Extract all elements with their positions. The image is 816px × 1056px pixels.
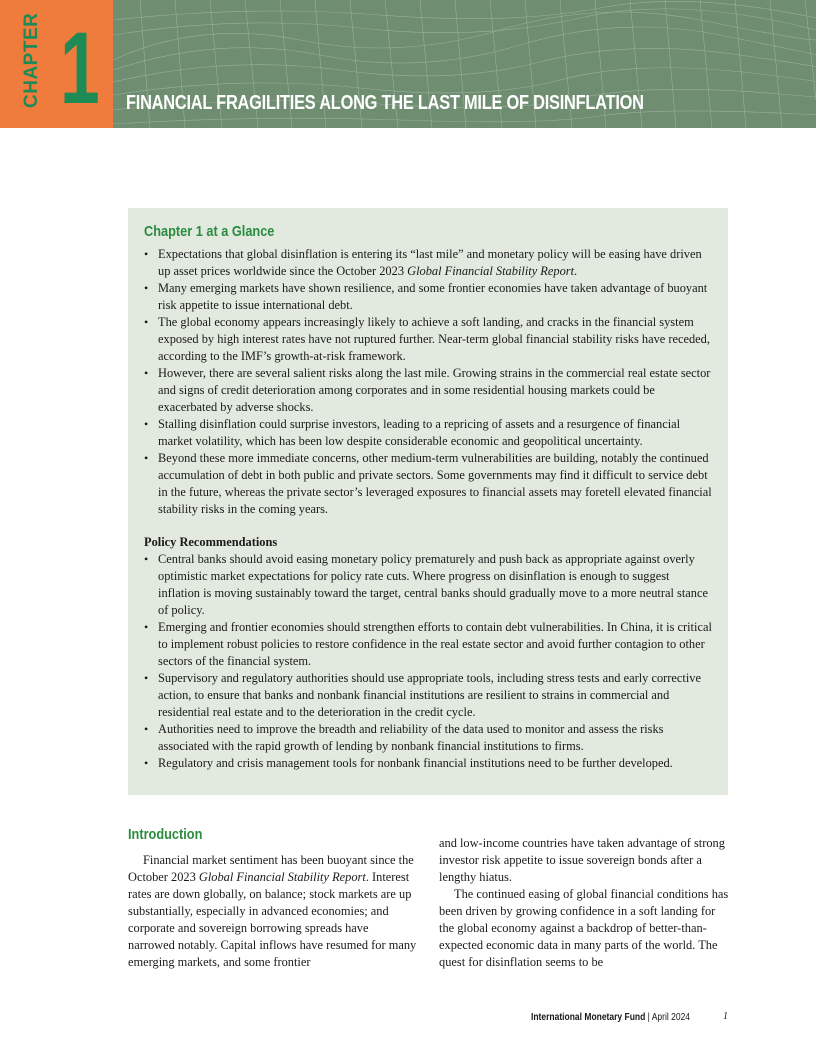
page-number: 1 [723, 1011, 728, 1022]
policy-bullet: • Authorities need to improve the breadth and reliability of the data used to monitor and assess the risks associated with the rapid growth of lending by nonbank financial institutions to firms. [144, 721, 712, 755]
glance-bullet: • Stalling disinflation could surprise investors, leading to a repricing of assets and a resurgence of financial market volatility, which has been low despite considerable economic and geopolitical uncertainty. [144, 416, 712, 450]
glance-bullet-list [144, 246, 712, 518]
glance-bullet: • Many emerging markets have shown resilience, and some frontier economies have taken advantage of buoyant risk appetite to issue international debt. [144, 280, 712, 314]
chapter-banner [0, 0, 816, 128]
page-footer: International Monetary Fund | April 2024 [531, 1012, 691, 1023]
policy-recommendations-heading: Policy Recommendations [144, 535, 278, 549]
chapter-at-a-glance-box [128, 208, 728, 795]
glance-heading: Chapter 1 at a Glance [144, 223, 275, 240]
glance-bullet: • Expectations that global disinflation is entering its “last mile” and monetary policy will be easing have driven up asset prices worldwide since the October 2023 Global Financial Stability Report. [144, 246, 712, 280]
footer-date: April 2024 [651, 1012, 691, 1023]
glance-bullet: • Beyond these more immediate concerns, other medium-term vulnerabilities are building, notably the continued accumulation of debt in both public and private sectors. Some governments may find it difficult to service debt in the future, whereas the private sector’s leveraged exposures to financial assets may foretell elevated financial stability risks in the coming years. [144, 450, 712, 518]
glance-bullet: • However, there are several salient risks along the last mile. Growing strains in the commercial real estate sector and signs of credit deterioration among corporates and in some residential housing markets could be exacerbated by adverse shocks. [144, 365, 712, 416]
introduction-heading: Introduction [128, 826, 203, 843]
body-column-right [439, 835, 729, 971]
chapter-number: 1 [60, 11, 100, 125]
body-column-left [128, 852, 418, 971]
chapter-tab [0, 0, 113, 128]
chapter-label: CHAPTER [21, 12, 42, 108]
intro-paragraph-1-continued: and low-income countries have taken advantage of strong investor risk appetite to issue sovereign bonds after a lengthy hiatus. [439, 836, 725, 884]
policy-bullet: • Emerging and frontier economies should strengthen efforts to contain debt vulnerabilities. In China, it is critical to implement robust policies to restore confidence in the real estate sector and avoid further contagion to other sectors of the financial system. [144, 619, 712, 670]
glance-bullet: • The global economy appears increasingly likely to achieve a soft landing, and cracks in the financial system exposed by high interest rates have not ruptured further. Near-term global financial stability risks have receded, according to the IMF’s growth-at-risk framework. [144, 314, 712, 365]
intro-paragraph-1: Financial market sentiment has been buoyant since the October 2023 Global Financial Stability Report. Interest rates are down globally, on balance; stock markets are up substantially, especially in advanced economies; and corporate and sovereign borrowing spreads have narrowed notably. Capital inflows have resumed for many emerging markets, and some frontier [128, 853, 417, 969]
chapter-title: FINANCIAL FRAGILITIES ALONG THE LAST MILE OF DISINFLATION [126, 92, 644, 114]
policy-bullet: • Regulatory and crisis management tools for nonbank financial institutions need to be further developed. [144, 755, 712, 772]
policy-bullet: • Central banks should avoid easing monetary policy prematurely and push back as appropriate against overly optimistic market expectations for policy rate cuts. Where progress on disinflation is enough to suggest inflation is moving sustainably toward the target, central banks should gradually move to a more neutral stance of policy. [144, 551, 712, 619]
policy-bullet-list [144, 551, 712, 772]
policy-bullet: • Supervisory and regulatory authorities should use appropriate tools, including stress tests and early corrective action, to ensure that banks and nonbank financial institutions are resilient to strains in commercial and residential real estate and to the deterioration in the credit cycle. [144, 670, 712, 721]
footer-publisher: International Monetary Fund [531, 1012, 646, 1023]
intro-paragraph-2: The continued easing of global financial conditions has been driven by growing confidence in a soft landing for the global economy against a backdrop of better-than-expected economic data in many parts of the world. The quest for disinflation seems to be [439, 887, 729, 969]
